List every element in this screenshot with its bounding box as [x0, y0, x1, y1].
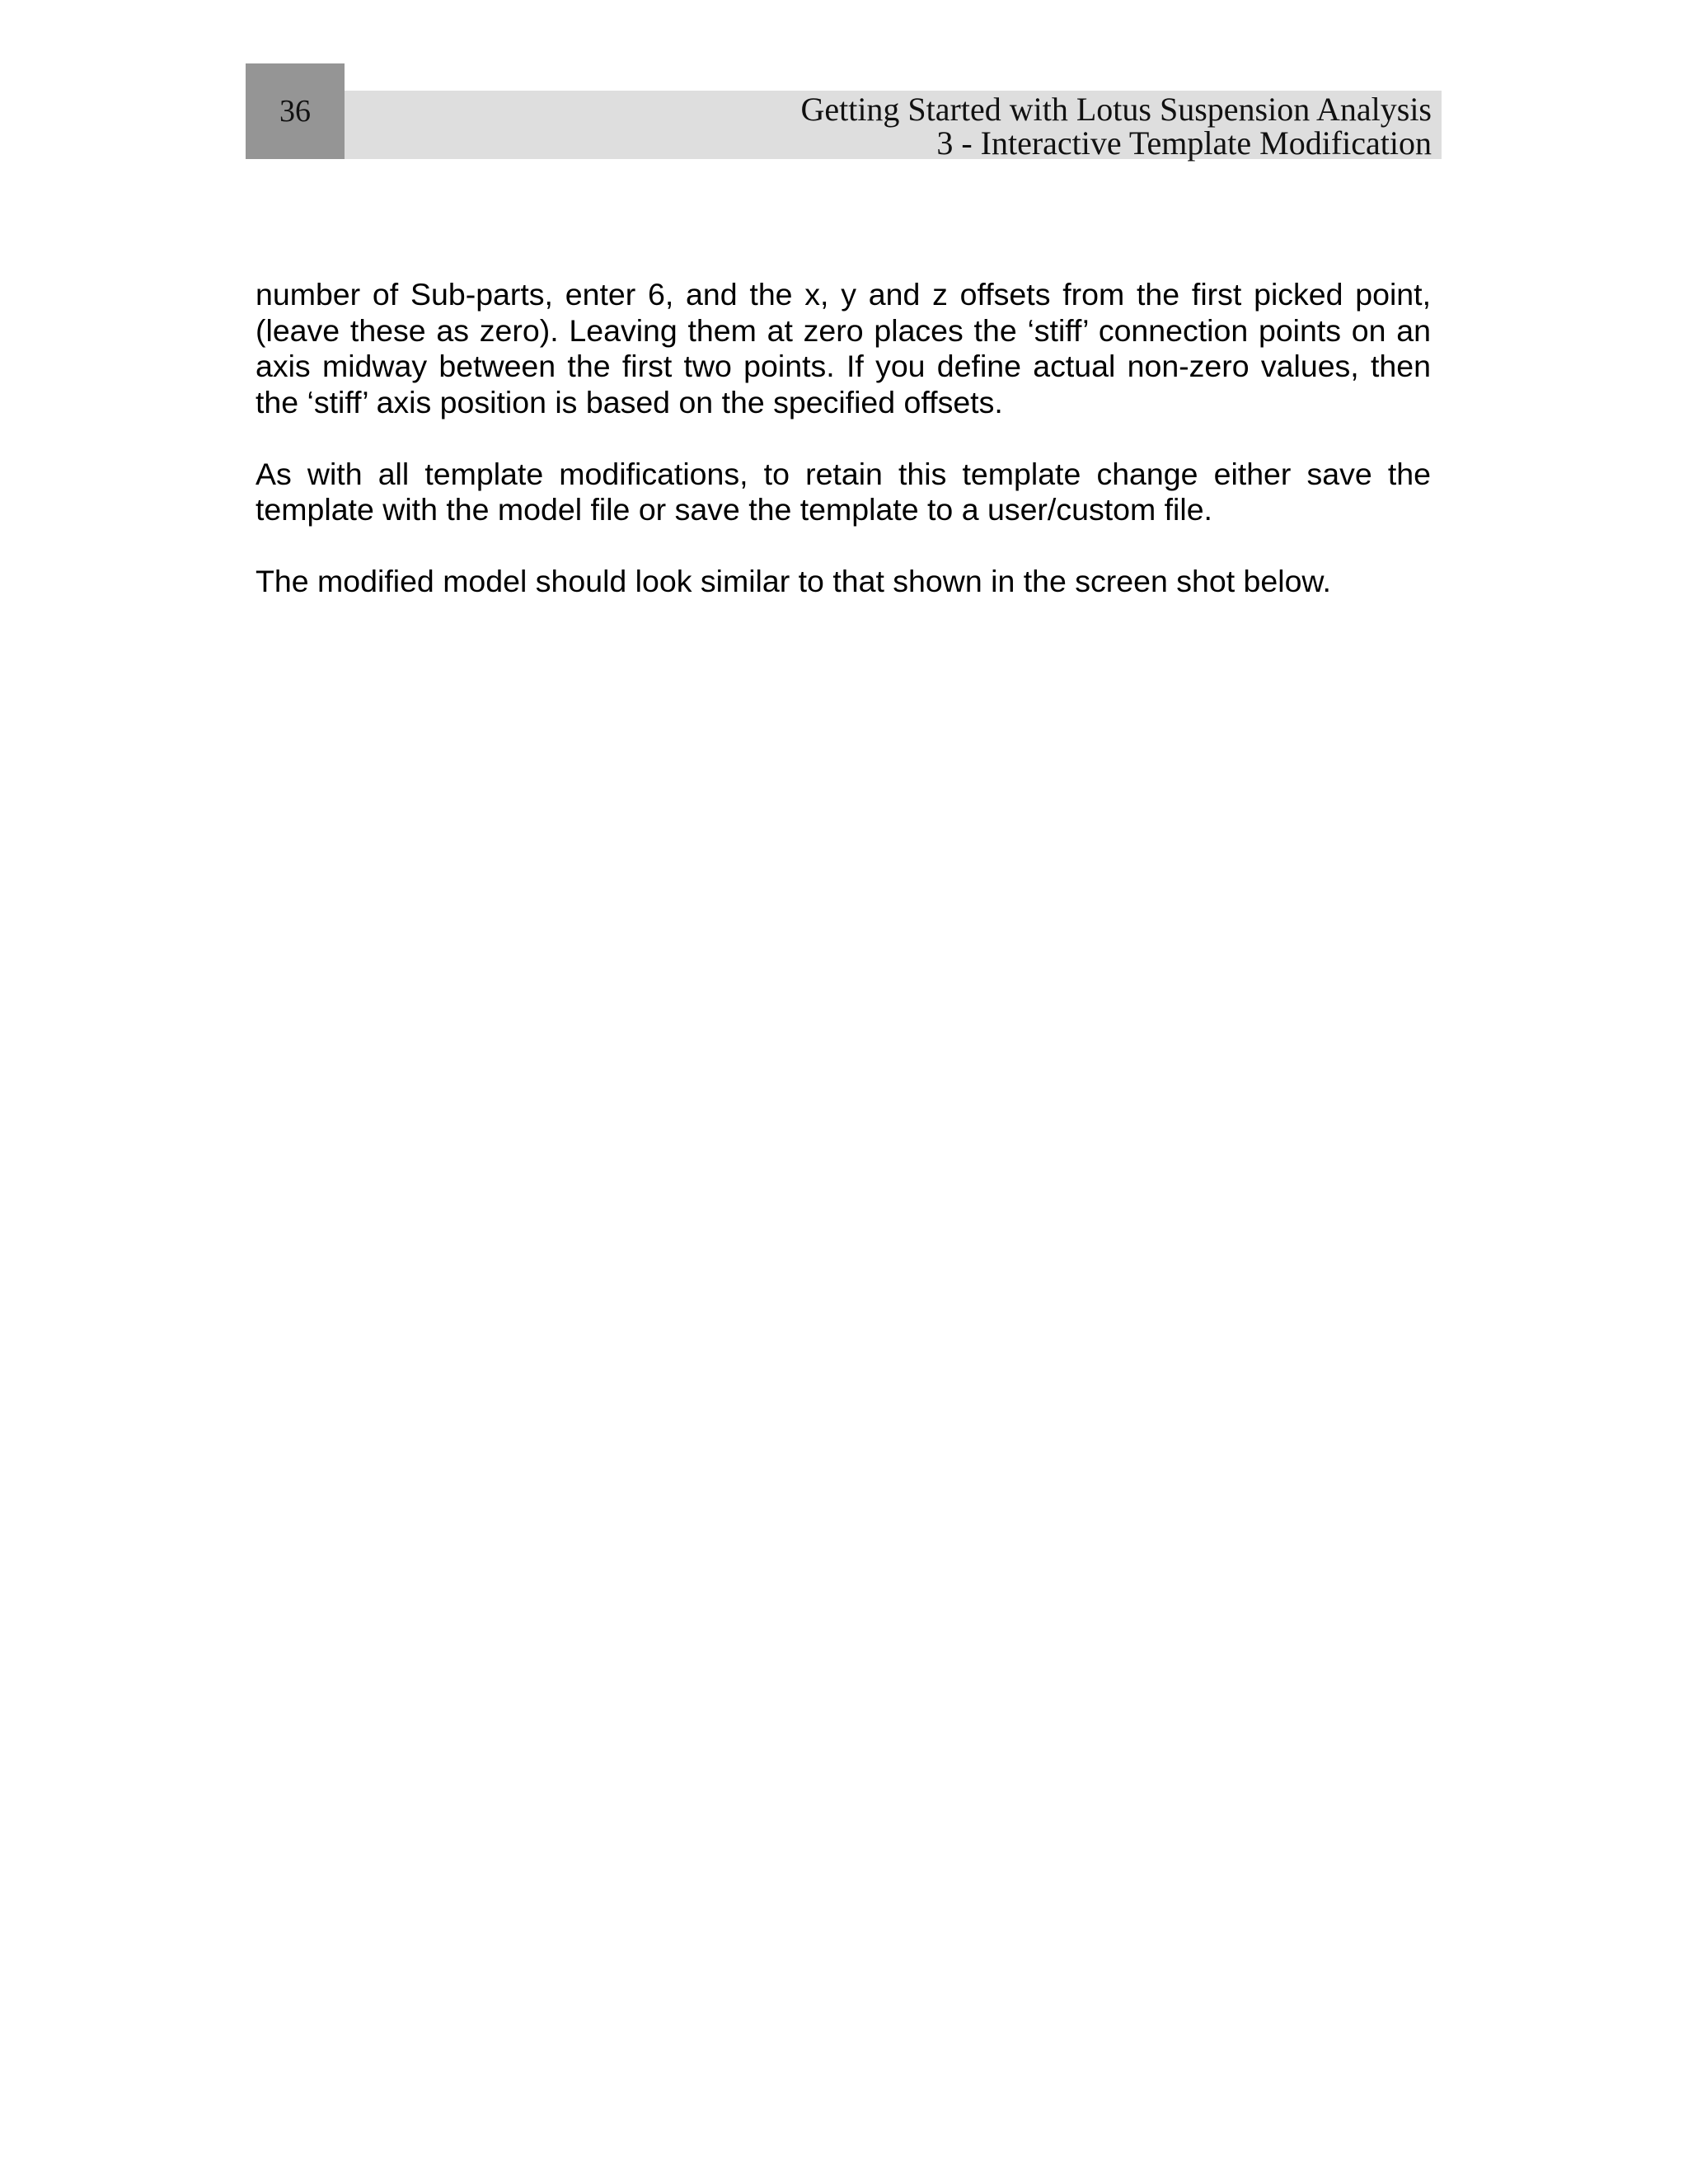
paragraph: number of Sub-parts, enter 6, and the x, y and z offsets from the first picked point, (leave these as zero). Leaving them at zero places the ‘stiff’ connection points on an axis midway between the first two points. If you define actual non-zero values, then the ‘stiff’ axis position is based on the specified offsets. [256, 277, 1431, 419]
paragraph: As with all template modifications, to retain this template change either save the template with the model file or save the template to a user/custom file. [256, 456, 1431, 527]
paragraph: The modified model should look similar to that shown in the screen shot below. [256, 564, 1331, 598]
book-title: Getting Started with Lotus Suspension Analysis [800, 91, 1432, 128]
running-header [345, 91, 1442, 162]
body-text [256, 277, 1431, 635]
page-number-box [246, 63, 345, 159]
header-text-block [800, 92, 1432, 160]
chapter-title: 3 - Interactive Template Modification [936, 124, 1432, 162]
page-number: 36 [279, 94, 311, 129]
